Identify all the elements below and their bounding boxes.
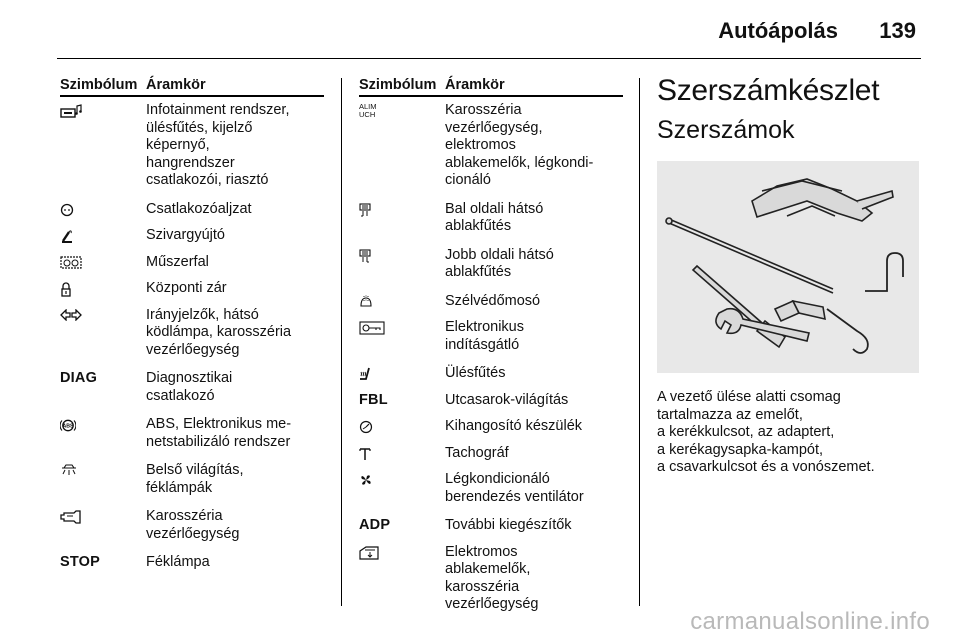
page-number: 139 — [879, 18, 916, 43]
table-row — [359, 418, 623, 436]
column-divider-1 — [341, 78, 342, 606]
circuit-label: Bal oldali hátsó ablakfűtés — [445, 200, 544, 234]
symbol-code: FBL — [359, 391, 388, 408]
interior-light-icon — [60, 464, 78, 476]
table-row — [60, 227, 324, 245]
fuse-table-left — [60, 77, 324, 572]
circuit-label: Elektromos ablakemelők, karosszéria vezérlőegység — [445, 543, 539, 612]
rear-window-heat-left-icon — [359, 203, 371, 217]
circuit-label: Infotainment rendszer, ülésfűtés, kijelző képernyő, hangrendszer csatlakozói, riasztó — [146, 102, 290, 188]
speed-limiter-icon — [359, 420, 373, 434]
circuit-label: Utcasarok-világítás — [445, 391, 569, 408]
table-row — [60, 462, 324, 497]
circuit-label: Jobb oldali hátsó ablakfűtés — [445, 246, 554, 280]
table-row — [60, 508, 324, 543]
central-lock-icon — [60, 282, 72, 297]
circuit-label: Szélvédőmosó — [445, 292, 541, 309]
symbol-column-header: Szimbólum — [60, 77, 138, 93]
table-row — [60, 554, 324, 572]
table-row — [60, 280, 324, 298]
abs-icon — [60, 418, 76, 433]
body-control-icon — [60, 510, 82, 524]
toolkit-section — [657, 74, 921, 477]
symbol-code: DIAG — [60, 370, 98, 386]
instrument-panel-icon — [60, 256, 82, 269]
power-window-icon — [359, 546, 379, 560]
circuit-column-header: Áramkör — [445, 77, 505, 93]
svg-text:ABS: ABS — [62, 423, 74, 430]
circuit-label: ABS, Elektronikus me- netstabilizáló rendszer — [146, 416, 292, 450]
table-row — [60, 370, 324, 405]
toolkit-description: A vezető ülése alatti csomag tartalmazza az emelőt, a kerékkulcsot, az adaptert, a kerékagysapka-kampót, a csavarkulcsot és a vonószemet. — [657, 389, 875, 475]
symbol-code: ADP — [359, 517, 391, 533]
fan-icon — [359, 473, 373, 487]
circuit-label: További kiegészítők — [445, 517, 572, 533]
circuit-label: Elektronikus indításgátló — [445, 319, 524, 353]
circuit-label: Karosszéria vezérlőegység, elektromos ablakemelők, légkondi- cionáló — [445, 102, 594, 188]
header-rule — [57, 58, 921, 59]
watermark: carmanualsonline.info — [690, 608, 930, 635]
column-divider-2 — [639, 78, 640, 606]
cigarette-lighter-icon — [60, 229, 74, 243]
circuit-label: Szivargyújtó — [146, 227, 225, 243]
circuit-label: Kihangosító készülék — [445, 418, 583, 434]
circuit-label: Féklámpa — [146, 554, 210, 570]
windscreen-washer-icon — [359, 295, 373, 309]
table-row — [359, 293, 623, 311]
section-title: Autóápolás — [718, 18, 838, 43]
symbol-code-small: ALIM UCH — [359, 102, 377, 119]
immobiliser-icon — [359, 321, 385, 335]
tools-illustration — [657, 161, 919, 373]
infotainment-icon — [60, 104, 82, 118]
circuit-label: Központi zár — [146, 280, 227, 296]
circuit-column-header: Áramkör — [146, 77, 206, 93]
table-header — [359, 77, 623, 97]
table-row — [359, 392, 623, 410]
circuit-label: Légkondicionáló berendezés ventilátor — [445, 471, 584, 505]
table-row — [359, 544, 623, 614]
table-row — [60, 201, 324, 219]
table-row — [60, 307, 324, 360]
circuit-label: Csatlakozóaljzat — [146, 200, 252, 217]
section-subheading: Szerszámok — [657, 116, 795, 144]
table-row — [60, 416, 324, 451]
table-row — [359, 471, 623, 506]
section-heading: Szerszámkészlet — [657, 74, 880, 107]
symbol-code: STOP — [60, 554, 101, 570]
tachograph-icon — [359, 447, 371, 461]
table-row — [60, 254, 324, 272]
rear-window-heat-right-icon — [359, 249, 371, 263]
table-row — [359, 247, 623, 282]
seat-heating-icon — [359, 367, 373, 381]
circuit-label: Diagnosztikai csatlakozó — [146, 370, 233, 404]
table-row — [359, 102, 623, 190]
table-row — [359, 319, 623, 354]
circuit-label: Tachográf — [445, 444, 509, 461]
table-header — [60, 77, 324, 97]
circuit-label: Irányjelzők, hátsó ködlámpa, karosszéria vezérlőegység — [146, 306, 292, 358]
turn-signal-icon — [60, 309, 82, 321]
tools-drawing — [657, 161, 919, 373]
circuit-label: Belső világítás, féklámpák — [146, 462, 244, 496]
table-row — [359, 445, 623, 463]
symbol-column-header: Szimbólum — [359, 77, 437, 93]
circuit-label: Műszerfal — [146, 253, 209, 270]
page-header — [0, 0, 960, 60]
table-row — [359, 201, 623, 236]
socket-icon — [60, 203, 74, 217]
circuit-label: Ülésfűtés — [445, 365, 506, 381]
table-row — [60, 102, 324, 190]
fuse-table-right — [359, 77, 623, 614]
table-row — [359, 365, 623, 383]
circuit-label: Karosszéria vezérlőegység — [146, 508, 240, 542]
table-row — [359, 517, 623, 535]
